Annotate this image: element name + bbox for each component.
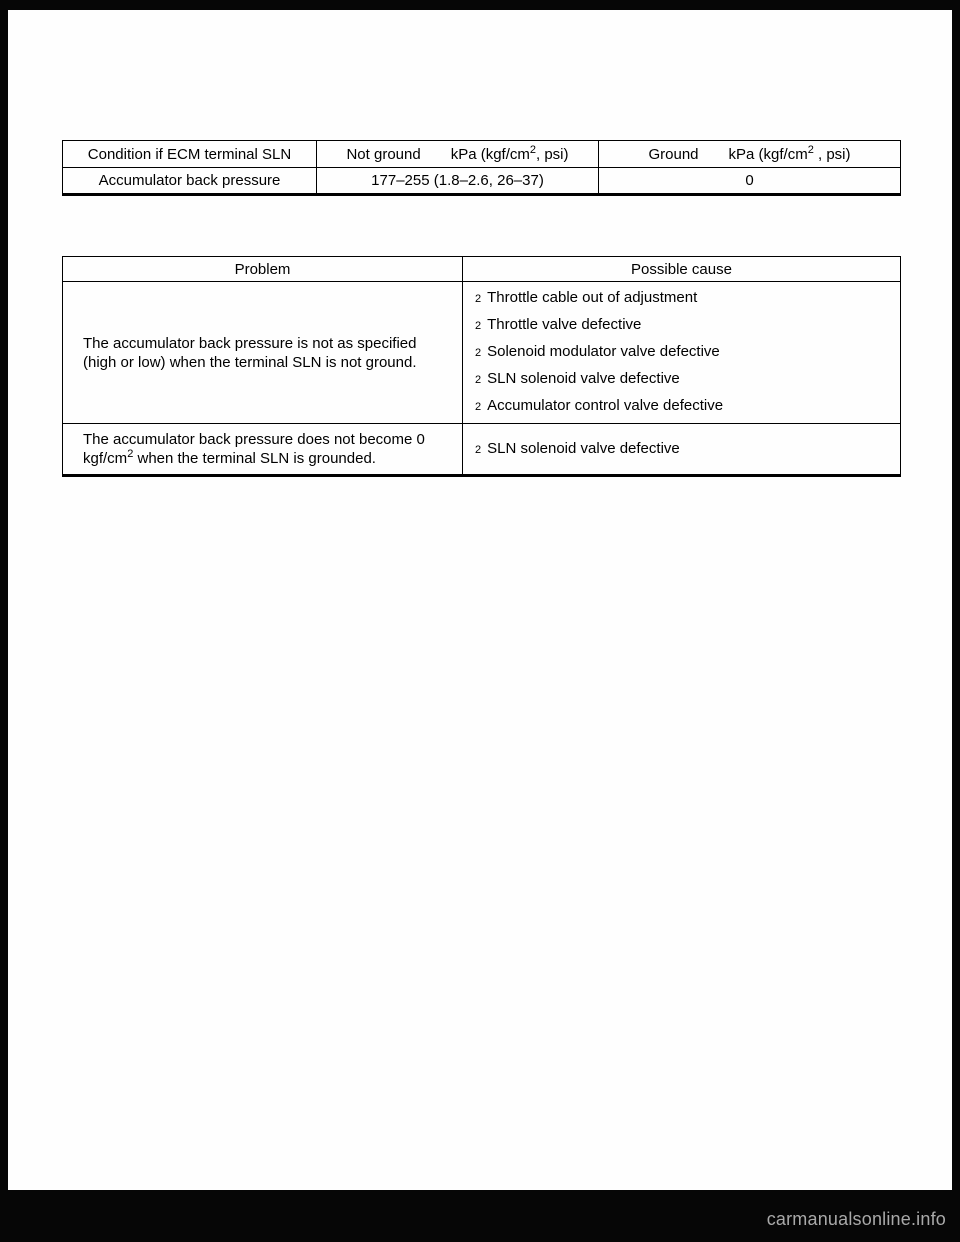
superscript-2: 2 [127, 448, 134, 460]
spec-header-row [63, 141, 901, 168]
trouble-table [62, 256, 901, 477]
bullet-glyph: 2 [475, 401, 482, 413]
cause-cell-1 [463, 282, 901, 424]
bullet-glyph: 2 [475, 293, 482, 305]
ground-label: Ground [648, 145, 699, 163]
ground-unit-post: , psi) [813, 145, 851, 163]
cause-item [475, 366, 894, 393]
cause-item [475, 436, 894, 463]
spec-value-ground [599, 168, 901, 195]
not-ground-value: 177–255 (1.8–2.6, 26–37) [371, 172, 544, 189]
cause-item [475, 339, 894, 366]
cause-text: Accumulator control valve defective [487, 397, 724, 414]
ground-value: 0 [745, 172, 754, 189]
problem-line2-post: when the terminal SLN is grounded. [133, 450, 376, 467]
problem-cell-2 [63, 424, 463, 476]
ground-unit-pre: kPa (kgf/cm [728, 145, 808, 163]
spec-header-ground [599, 141, 901, 168]
problem-line: (high or low) when the terminal SLN is not ground. [83, 353, 417, 371]
not-ground-label: Not ground [346, 145, 421, 163]
cause-text: SLN solenoid valve defective [487, 370, 680, 387]
trouble-row-2 [63, 424, 901, 476]
spec-header-condition [63, 141, 317, 168]
trouble-row-1 [63, 282, 901, 424]
bullet-glyph: 2 [475, 374, 482, 386]
trouble-header-row [63, 257, 901, 282]
cause-item [475, 393, 894, 420]
bullet-glyph: 2 [475, 443, 482, 456]
superscript-2: 2 [807, 143, 814, 156]
spec-value-not-ground [317, 168, 599, 195]
problem-header-label: Problem [234, 260, 291, 278]
spec-condition-text: Accumulator back pressure [98, 172, 281, 189]
not-ground-unit-post: , psi) [536, 145, 569, 163]
problem-line [83, 449, 452, 468]
trouble-header-problem [63, 257, 463, 282]
cause-item [475, 285, 894, 312]
cause-cell-2 [463, 424, 901, 476]
cause-text: Throttle cable out of adjustment [487, 289, 698, 306]
problem-line2-pre: kgf/cm [83, 450, 128, 467]
trouble-header-cause [463, 257, 901, 282]
cause-header-label: Possible cause [631, 260, 732, 278]
spec-value-condition [63, 168, 317, 195]
bullet-glyph: 2 [475, 347, 482, 359]
bullet-glyph: 2 [475, 320, 482, 332]
problem-line: The accumulator back pressure does not become 0 [83, 431, 425, 448]
cause-text: Solenoid modulator valve defective [487, 343, 720, 360]
problem-cell-1 [63, 282, 463, 424]
watermark-text: carmanualsonline.info [766, 1209, 946, 1229]
cause-text: Throttle valve defective [487, 316, 642, 333]
spec-header-condition-label: Condition if ECM terminal SLN [87, 145, 292, 163]
document-page [8, 10, 952, 1190]
spec-value-row [63, 168, 901, 195]
superscript-2: 2 [529, 143, 536, 156]
cause-text: SLN solenoid valve defective [487, 439, 680, 457]
spec-header-not-ground [317, 141, 599, 168]
spec-table [62, 140, 901, 196]
not-ground-unit-pre: kPa (kgf/cm [450, 145, 530, 163]
cause-item [475, 312, 894, 339]
problem-line: The accumulator back pressure is not as specified [83, 334, 417, 352]
